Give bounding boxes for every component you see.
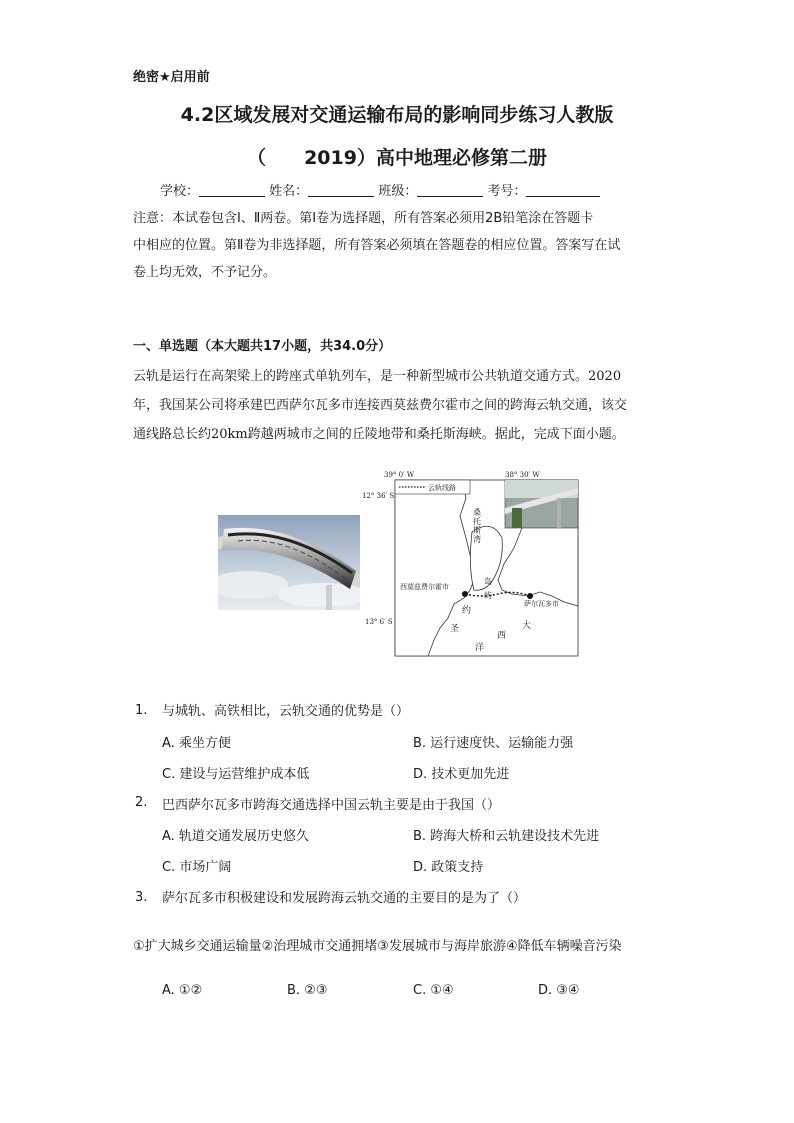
- city-west-label: 西莫兹费尔霍市: [400, 583, 449, 591]
- name-label: 姓名：: [269, 184, 309, 199]
- school-label: 学校：: [160, 184, 200, 199]
- passage-line: 年，我国某公司将承建巴西萨尔瓦多市连接西莫兹费尔霍市之间的跨海云轨交通，该交: [133, 398, 628, 413]
- option-b[interactable]: B. 运行速度快、运输能力强: [413, 736, 574, 751]
- strait-label: 桑托斯湾: [472, 508, 482, 544]
- lon-right-label: 38° 30′ W: [505, 471, 540, 479]
- passage-line: 云轨是运行在高架梁上的跨座式单轨列车，是一种新型城市公共轨道交通方式。2020: [133, 369, 622, 384]
- option-c[interactable]: C. 市场广阔: [162, 860, 232, 875]
- lat-bottom-label: 13° 6′ S: [365, 618, 393, 626]
- passage: [133, 362, 663, 449]
- option-d[interactable]: D. ③④: [538, 983, 580, 998]
- city-east-label: 萨尔瓦多市: [524, 600, 559, 608]
- secret-label: 绝密★启用前: [133, 70, 210, 85]
- question-statement: ①扩大城乡交通运输量②治理城市交通拥堵③发展城市与海岸旅游④降低车辆噪音污染: [133, 939, 622, 954]
- section-heading: 一、单选题（本大题共17小题，共34.0分）: [133, 339, 392, 354]
- title-rest: 2019）高中地理必修第二册: [304, 147, 547, 169]
- question-text: 与城轨、高铁相比，云轨交通的优势是（）: [162, 704, 410, 719]
- option-d[interactable]: D. 技术更加先进: [413, 767, 510, 782]
- notice-line: 中相应的位置。第Ⅱ卷为非选择题，所有答案必须填在答题卷的相应位置。答案写在试: [133, 238, 621, 253]
- option-b[interactable]: B. 跨海大桥和云轨建设技术先进: [413, 829, 600, 844]
- exam-no-label: 考号：: [487, 184, 527, 199]
- name-field[interactable]: [308, 184, 374, 197]
- option-a[interactable]: A. ①②: [162, 983, 203, 998]
- inset-pillar: [557, 498, 561, 528]
- notice: [133, 205, 663, 286]
- inset-tree: [512, 508, 522, 528]
- question-number: 1.: [135, 703, 148, 718]
- legend-label: 云轨线路: [428, 484, 456, 492]
- page-title: 4.2区域发展对交通运输布局的影响同步练习人教版: [180, 104, 614, 126]
- about-label: 约: [462, 606, 472, 616]
- option-a[interactable]: A. 轨道交通发展历史悠久: [162, 829, 309, 844]
- monorail-photo: [218, 515, 360, 610]
- option-b[interactable]: B. ②③: [287, 983, 328, 998]
- sea-label-3: 洋: [475, 643, 485, 653]
- class-field[interactable]: [417, 184, 483, 197]
- option-c[interactable]: C. 建设与运营维护成本低: [162, 767, 310, 782]
- question-number: 2.: [135, 795, 148, 810]
- student-info: [160, 180, 600, 199]
- notice-line: 卷上均无效，不予记分。: [133, 265, 277, 280]
- passage-line: 通线路总长约20km跨越两城市之间的丘陵地带和桑托斯海峡。据此，完成下面小题。: [133, 427, 625, 442]
- school-field[interactable]: [199, 184, 265, 197]
- option-a[interactable]: A. 乘坐方便: [162, 736, 231, 751]
- notice-line: 注意：本试卷包含Ⅰ、Ⅱ两卷。第Ⅰ卷为选择题，所有答案必须用2B铅笔涂在答题卡: [133, 211, 594, 226]
- lon-left-label: 39° 0′ W: [384, 471, 415, 479]
- island-label-1: 岛: [484, 577, 492, 586]
- city-west-dot: [462, 591, 468, 597]
- lat-top-label: 12° 36′ S: [362, 492, 395, 500]
- location-map: [362, 468, 602, 663]
- city-east-dot: [527, 593, 533, 599]
- class-label: 班级：: [378, 184, 418, 199]
- option-d[interactable]: D. 政策支持: [413, 860, 484, 875]
- page-title-line2: [0, 143, 794, 170]
- saint-label: 圣: [450, 624, 460, 634]
- question-number: 3.: [135, 890, 148, 905]
- option-c[interactable]: C. ①④: [413, 983, 454, 998]
- exam-no-field[interactable]: [526, 184, 600, 197]
- title-paren: （: [247, 147, 267, 169]
- question-text: 巴西萨尔瓦多市跨海交通选择中国云轨主要是由于我国（）: [162, 798, 501, 813]
- island-label-2: 屿: [484, 591, 492, 600]
- question-text: 萨尔瓦多市积极建设和发展跨海云轨交通的主要目的是为了（）: [162, 891, 527, 906]
- sea-label-1: 大: [522, 621, 532, 631]
- sea-label-2: 西: [497, 631, 507, 641]
